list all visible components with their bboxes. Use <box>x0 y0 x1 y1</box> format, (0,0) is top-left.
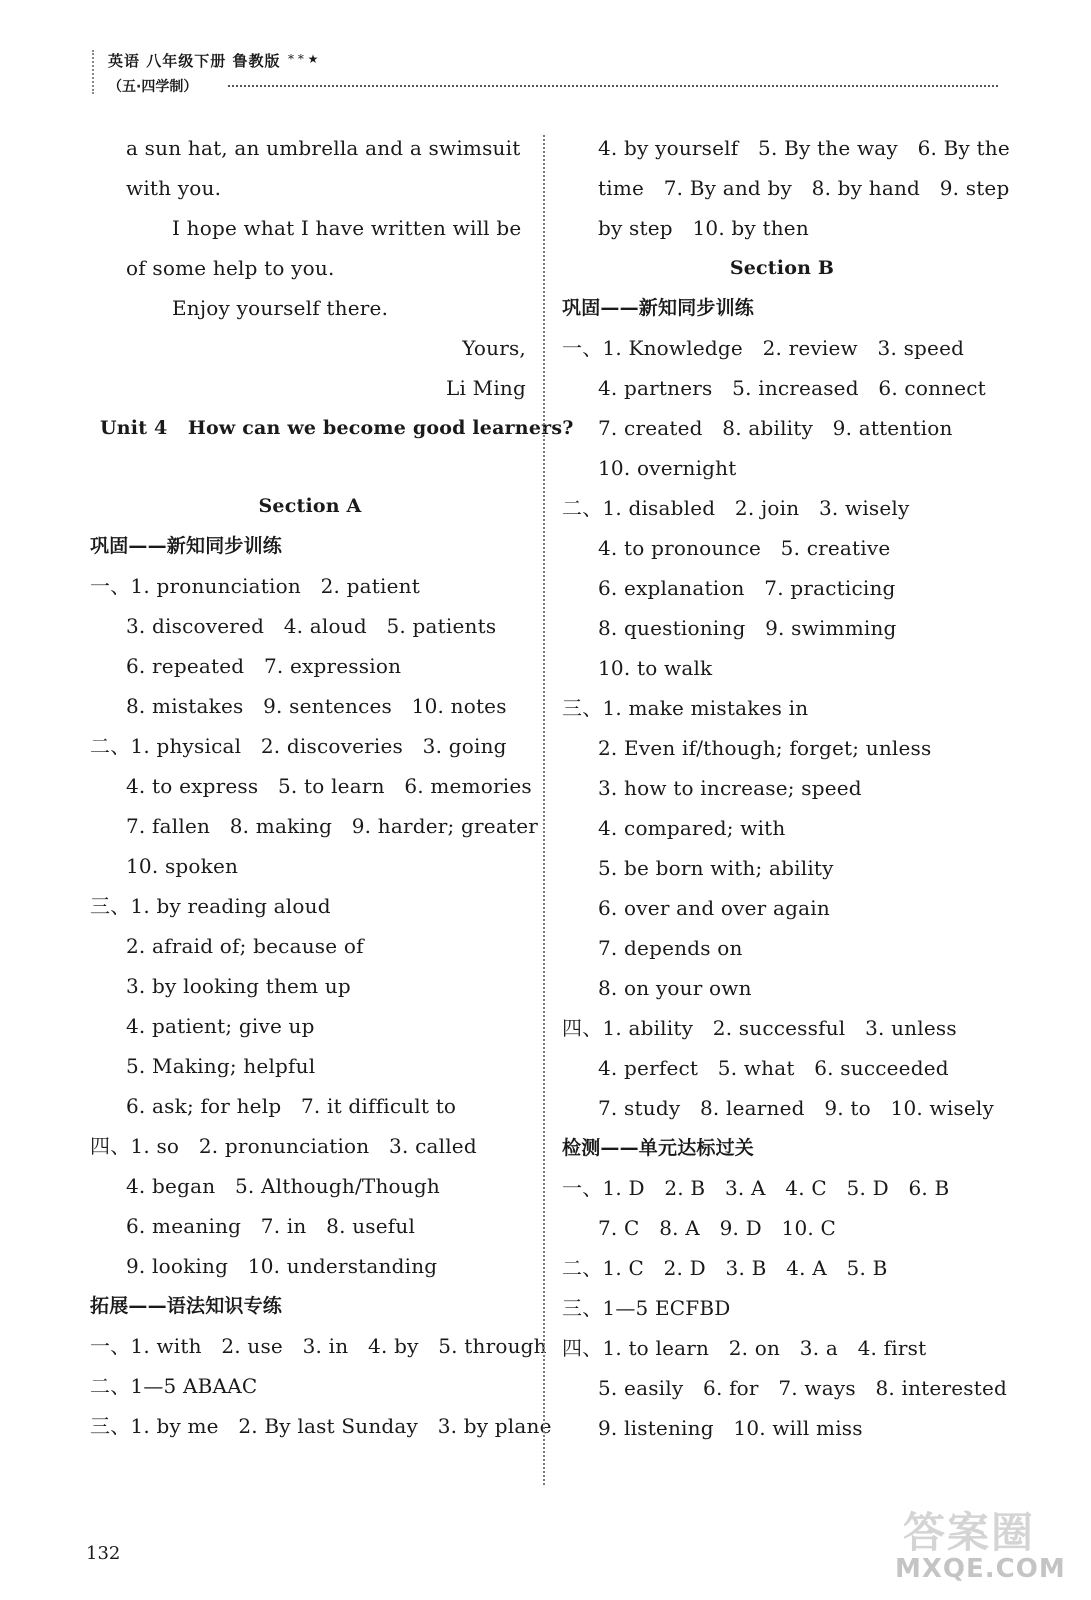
section-heading: 巩固——新知同步训练 <box>90 535 283 557</box>
answer-line: 二、1—5 ABAAC <box>90 1374 258 1398</box>
answer-line: 3. discovered 4. aloud 5. patients <box>126 614 497 638</box>
letter-signoff: Li Ming <box>446 376 526 400</box>
answer-line: 8. mistakes 9. sentences 10. notes <box>126 694 507 718</box>
answer-line: 6. repeated 7. expression <box>126 654 402 678</box>
answer-line: 四、1. to learn 2. on 3. a 4. first <box>562 1336 927 1360</box>
page-number: 132 <box>86 1543 121 1564</box>
answer-line: 9. looking 10. understanding <box>126 1254 438 1278</box>
watermark-text: 答案圈 <box>903 1508 1036 1557</box>
answer-line: 4. partners 5. increased 6. connect <box>598 376 986 400</box>
section-heading: 巩固——新知同步训练 <box>562 297 755 319</box>
watermark-url: MXQE.COM <box>895 1554 1066 1584</box>
answer-line: 5. Making; helpful <box>126 1054 316 1078</box>
spacer <box>90 448 530 486</box>
section-title: Section A <box>258 495 362 517</box>
letter-signoff: Yours, <box>462 336 526 360</box>
answer-line: 6. meaning 7. in 8. useful <box>126 1214 416 1238</box>
answer-line: 4. patient; give up <box>126 1014 315 1038</box>
answer-line: 二、1. physical 2. discoveries 3. going <box>90 734 507 758</box>
answer-line: 4. compared; with <box>598 816 786 840</box>
answer-line: 3. by looking them up <box>126 974 351 998</box>
answer-line: 5. easily 6. for 7. ways 8. interested <box>598 1376 1007 1400</box>
answer-line: 三、1. make mistakes in <box>562 696 809 720</box>
left-column <box>90 128 574 1446</box>
answer-line: 6. explanation 7. practicing <box>598 576 896 600</box>
answer-line: Enjoy yourself there. <box>172 296 389 320</box>
answer-line: 7. study 8. learned 9. to 10. wisely <box>598 1096 995 1120</box>
right-column <box>562 128 1010 1448</box>
answer-line: 6. ask; for help 7. it difficult to <box>126 1094 457 1118</box>
answer-line: 一、1. D 2. B 3. A 4. C 5. D 6. B <box>562 1176 950 1200</box>
answer-line: 8. questioning 9. swimming <box>598 616 897 640</box>
answer-line: 9. listening 10. will miss <box>598 1416 863 1440</box>
answer-line: 7. created 8. ability 9. attention <box>598 416 953 440</box>
section-heading: 检测——单元达标过关 <box>562 1137 755 1159</box>
answer-line: 10. overnight <box>598 456 737 480</box>
answer-line: 一、1. Knowledge 2. review 3. speed <box>562 336 965 360</box>
answer-line: 4. by yourself 5. By the way 6. By the <box>598 136 1010 160</box>
page-header <box>0 0 1091 100</box>
unit-title: Unit 4 How can we become good learners? <box>100 417 574 439</box>
watermark-logo <box>895 1500 1075 1590</box>
answer-line: 10. to walk <box>598 656 713 680</box>
book-subtitle: （五·四学制） <box>108 79 198 95</box>
answer-line: time 7. By and by 8. by hand 9. step <box>598 176 1010 200</box>
star-icons: * * ★ <box>288 52 319 66</box>
answer-line: 3. how to increase; speed <box>598 776 862 800</box>
header-side-rule <box>92 50 100 94</box>
answer-line: of some help to you. <box>126 256 335 280</box>
answer-line: by step 10. by then <box>598 216 809 240</box>
answer-line: 三、1. by me 2. By last Sunday 3. by plane <box>90 1414 552 1438</box>
section-heading: 拓展——语法知识专练 <box>90 1295 283 1317</box>
book-title: 英语 八年级下册 鲁教版 <box>108 52 281 70</box>
answer-line: 一、1. pronunciation 2. patient <box>90 574 420 598</box>
answer-line: 7. C 8. A 9. D 10. C <box>598 1216 836 1240</box>
answer-line: 4. began 5. Although/Though <box>126 1174 440 1198</box>
answer-line: 二、1. C 2. D 3. B 4. A 5. B <box>562 1256 888 1280</box>
answer-line: 6. over and over again <box>598 896 830 920</box>
answer-line: 4. to express 5. to learn 6. memories <box>126 774 532 798</box>
answer-line: 8. on your own <box>598 976 752 1000</box>
answer-line: a sun hat, an umbrella and a swimsuit <box>126 136 521 160</box>
answer-line: 7. depends on <box>598 936 743 960</box>
answer-line: 三、1—5 ECFBD <box>562 1296 731 1320</box>
answer-line: 四、1. so 2. pronunciation 3. called <box>90 1134 477 1158</box>
answer-line: 4. to pronounce 5. creative <box>598 536 891 560</box>
answer-line: I hope what I have written will be <box>172 216 522 240</box>
answer-line: 2. Even if/though; forget; unless <box>598 736 932 760</box>
answer-line: 四、1. ability 2. successful 3. unless <box>562 1016 957 1040</box>
answer-line: 4. perfect 5. what 6. succeeded <box>598 1056 949 1080</box>
answer-line: 一、1. with 2. use 3. in 4. by 5. through <box>90 1334 547 1358</box>
section-title: Section B <box>729 257 835 279</box>
answer-line: 5. be born with; ability <box>598 856 834 880</box>
answer-line: 7. fallen 8. making 9. harder; greater <box>126 814 539 838</box>
header-divider <box>228 85 998 87</box>
answer-line: with you. <box>126 176 222 200</box>
column-divider <box>543 135 545 1485</box>
answer-line: 10. spoken <box>126 854 239 878</box>
answer-line: 二、1. disabled 2. join 3. wisely <box>562 496 910 520</box>
answer-line: 2. afraid of; because of <box>126 934 364 958</box>
answer-line: 三、1. by reading aloud <box>90 894 331 918</box>
